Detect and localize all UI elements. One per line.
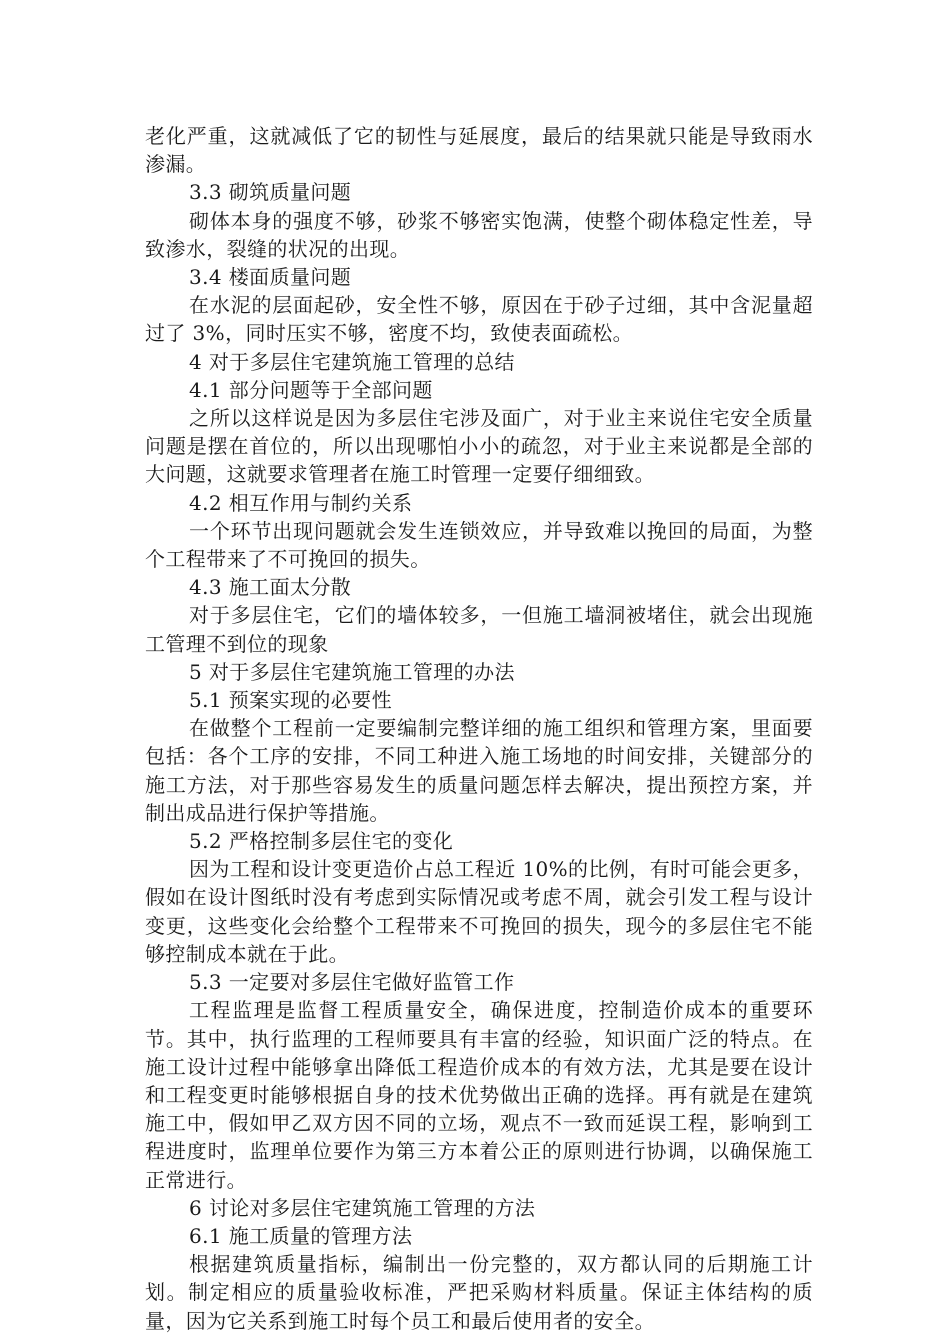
section-heading: 4 对于多层住宅建筑施工管理的总结 <box>189 349 515 374</box>
paragraph: 在水泥的层面起砂，安全性不够，原因在于砂子过细，其中含泥量超过了 3%，同时压实不够，密度不均，致使表面疏松。 <box>145 293 813 346</box>
section-heading: 4.1 部分问题等于全部问题 <box>189 377 433 402</box>
section-heading: 5.2 严格控制多层住宅的变化 <box>189 829 454 854</box>
section-heading: 4.3 施工面太分散 <box>189 575 352 600</box>
paragraph: 在做整个工程前一定要编制完整详细的施工组织和管理方案，里面要包括：各个工序的安排，不同工种进入施工场地的时间安排，关键部分的施工方法，对于那些容易发生的质量问题怎样去解决，提出预控方案，并制出成品进行保护等措施。 <box>145 716 813 825</box>
paragraph: 之所以这样说是因为多层住宅涉及面广，对于业主来说住宅安全质量问题是摆在首位的，所以出现哪怕小小的疏忽，对于业主来说都是全部的大问题，这就要求管理者在施工时管理一定要仔细细致。 <box>145 406 813 487</box>
section-heading: 5.1 预案实现的必要性 <box>189 688 392 713</box>
section-heading: 6.1 施工质量的管理方法 <box>189 1223 413 1248</box>
paragraph: 一个环节出现问题就会发生连锁效应，并导致难以挽回的局面，为整个工程带来了不可挽回的损失。 <box>145 518 813 572</box>
document-body <box>145 122 813 1335</box>
section-heading: 5 对于多层住宅建筑施工管理的办法 <box>189 659 515 684</box>
paragraph: 根据建筑质量指标，编制出一份完整的，双方都认同的后期施工计划。制定相应的质量验收标准，严把采购材料质量。保证主体结构的质量，因为它关系到施工时每个员工和最后使用者的安全。 <box>145 1252 813 1333</box>
paragraph: 砌体本身的强度不够，砂浆不够密实饱满，使整个砌体稳定性差，导致渗水，裂缝的状况的出现。 <box>145 208 813 261</box>
paragraph: 对于多层住宅，它们的墙体较多，一但施工墙洞被堵住，就会出现施工管理不到位的现象 <box>145 603 813 656</box>
section-heading: 6 讨论对多层住宅建筑施工管理的方法 <box>189 1195 536 1220</box>
section-heading: 3.3 砌筑质量问题 <box>189 180 352 205</box>
section-heading: 4.2 相互作用与制约关系 <box>189 490 413 515</box>
section-heading: 5.3 一定要对多层住宅做好监管工作 <box>189 970 515 995</box>
section-heading: 3.4 楼面质量问题 <box>189 265 352 290</box>
paragraph: 老化严重，这就减低了它的韧性与延展度，最后的结果就只能是导致雨水渗漏。 <box>145 124 813 177</box>
paragraph: 因为工程和设计变更造价占总工程近 10%的比例，有时可能会更多，假如在设计图纸时没有考虑到实际情况或考虑不周，就会引发工程与设计变更，这些变化会给整个工程带来不可挽回的损失，现今的多层住宅不能够控制成本就在于此。 <box>145 857 813 966</box>
paragraph: 工程监理是监督工程质量安全，确保进度，控制造价成本的重要环节。其中，执行监理的工程师要具有丰富的经验，知识面广泛的特点。在施工设计过程中能够拿出降低工程造价成本的有效方法，尤其是要在设计和工程变更时能够根据自身的技术优势做出正确的选择。再有就是在建筑施工中，假如甲乙双方因不同的立场，观点不一致而延误工程，影响到工程进度时，监理单位要作为第三方本着公正的原则进行协调，以确保施工正常进行。 <box>145 998 813 1192</box>
